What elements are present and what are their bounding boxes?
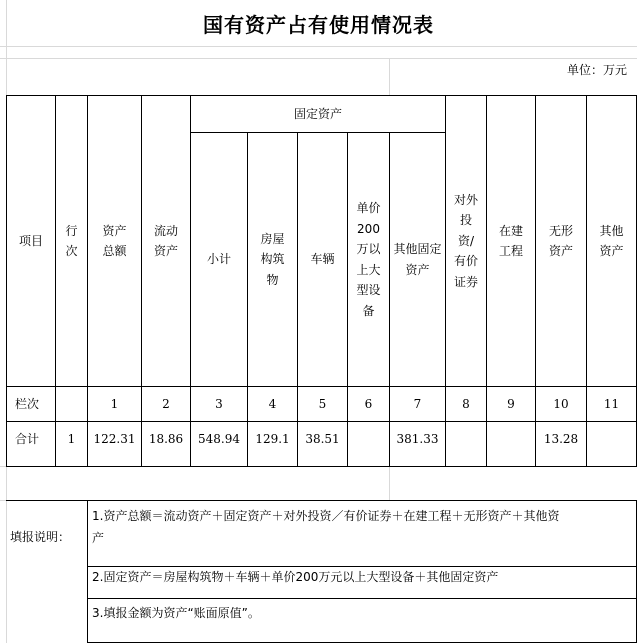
total-construction	[487, 422, 535, 456]
header-subtotal: 小计	[206, 252, 231, 266]
column-number-cell: 1	[110, 396, 119, 411]
total-current-assets: 18.86	[148, 431, 184, 446]
column-number-cell: 3	[215, 396, 223, 411]
column-number-cell	[56, 387, 87, 421]
column-number-cell: 11	[603, 396, 620, 411]
header-other-fixed: 其他固定资产	[393, 242, 442, 277]
header-vehicles: 车辆	[310, 252, 335, 266]
note-line-3: 3.填报金额为资产“账面原值”。	[92, 606, 260, 620]
total-buildings: 129.1	[255, 431, 290, 446]
header-total-assets: 资产总额	[102, 223, 127, 258]
header-current-assets: 流动资产	[153, 223, 178, 258]
total-total-assets: 122.31	[93, 431, 136, 446]
header-large-equipment: 单价200万以上大型设备	[356, 201, 381, 318]
header-line-no: 行次	[65, 223, 78, 258]
header-buildings: 房屋构筑物	[260, 231, 285, 287]
page-title: 国有资产占有使用情况表	[203, 12, 434, 37]
total-row-label: 合计	[15, 431, 40, 446]
total-vehicles: 38.51	[305, 431, 340, 446]
header-item: 项目	[18, 233, 43, 248]
header-construction: 在建工程	[498, 223, 523, 258]
note-line-2: 2.固定资产＝房屋构筑物＋车辆＋单价200万元以上大型设备＋其他固定资产	[92, 570, 499, 584]
column-number-cell: 9	[507, 396, 515, 411]
column-number-cell: 6	[364, 396, 373, 411]
column-number-cell: 7	[413, 396, 422, 411]
header-fixed-assets: 固定资产	[293, 106, 342, 121]
column-number-label: 栏次	[15, 396, 40, 411]
total-large-equipment	[348, 422, 389, 456]
header-intangible: 无形资产	[548, 223, 573, 258]
total-intangible: 13.28	[543, 431, 579, 446]
column-number-cell: 10	[553, 396, 569, 411]
notes-label: 填报说明：	[10, 530, 71, 544]
column-number-cell: 8	[462, 396, 470, 411]
note-line-1: 1.资产总额＝流动资产＋固定资产＋对外投资／有价证券＋在建工程＋无形资产＋其他资	[92, 509, 560, 523]
total-investments	[446, 422, 486, 456]
total-other-assets	[587, 422, 636, 456]
column-number-cell: 4	[268, 396, 277, 411]
total-fixed-subtotal: 548.94	[198, 431, 240, 446]
header-other-assets: 其他资产	[599, 223, 624, 258]
total-other-fixed: 381.33	[396, 431, 439, 446]
column-number-cell: 2	[162, 396, 170, 411]
column-number-cell: 5	[318, 396, 327, 411]
unit-label: 单位：万元	[566, 63, 627, 77]
header-investments: 对外投资/有价证券	[453, 192, 478, 289]
note-line-1-cont: 产	[92, 531, 105, 545]
total-line-no: 1	[67, 431, 76, 446]
